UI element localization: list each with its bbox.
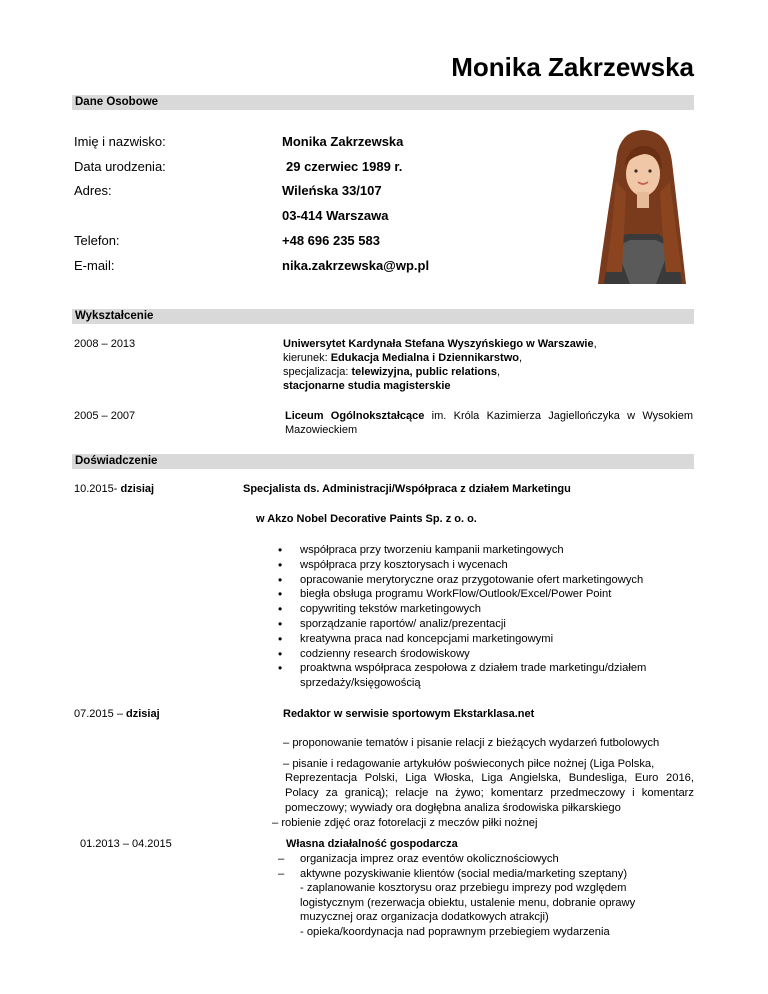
birth-label: Data urodzenia: [74,159,166,174]
list-item: • proaktwna współpraca zespołowa z działem trade marketingu/działem sprzedaży/księgowością [278,661,698,691]
job2-line3: – robienie zdjęć oraz fotorelacji z meczów piłki nożnej [272,817,538,829]
cv-name: Monika Zakrzewska [451,52,694,82]
email-value: nika.zakrzewska@wp.pl [282,258,430,273]
list-item: – aktywne pozyskiwanie klientów (social media/marketing szeptany) [278,867,698,882]
section-title: Dane Osobowe [75,96,159,108]
profile-photo [586,122,696,284]
edu1-spec-label: specjalizacja: [283,366,352,378]
name-value: Monika Zakrzewska [282,134,404,149]
job2-paragraph: Reprezentacja Polski, Liga Włoska, Liga Angielska, Bundesliga, Euro 2016, Polacy za granicą); relacje na żywo; komentarz przedmeczowy i komentarz pomeczowy; wywiady ora dogłębna analiza środowiska piłkarskiego [285,772,694,814]
list-item: • współpraca przy kosztorysach i wycenach [278,558,698,573]
job1-dates [74,482,154,496]
edu1-school: Uniwersytet Kardynała Stefana Wyszyńskiego w Warszawie [283,338,594,350]
list-item: • kreatywna praca nad koncepcjami marketingowymi [278,632,698,647]
job3-dates: 01.2013 – 04.2015 [80,838,172,850]
section-personal-header [72,95,694,110]
job1-duties-list [278,543,698,691]
job2-dates [74,707,160,721]
edu2-dates: 2005 – 2007 [74,410,136,422]
job3-sub1: - zaplanowanie kosztorysu oraz przebiegu imprezy pod względem logistycznym (rezerwacja obiektu, ustalenie menu, dobranie oprawy muzycznej oraz organizacja dodatkowych atrakcji) [300,882,636,924]
list-item: • współpraca przy tworzeniu kampanii marketingowych [278,543,698,558]
address-line2: 03-414 Warszawa [282,208,389,223]
email-label: E-mail: [74,258,115,273]
address-line1: Wileńska 33/107 [282,183,382,198]
name-label: Imię i nazwisko: [74,134,166,149]
list-item: • codzienny research środowiskowy [278,647,698,662]
address-label: Adres: [74,183,112,198]
edu1-details [283,337,703,393]
job1-dates-end: dzisiaj [120,483,155,495]
portrait-image [586,122,696,284]
list-item: • opracowanie merytoryczne oraz przygotowanie ofert marketingowych [278,573,698,588]
edu1-spec-tail: , [496,366,501,378]
edu1-field-tail: , [518,352,523,364]
edu1-mode: stacjonarne studia magisterskie [283,380,451,392]
section-experience-header [72,454,694,469]
edu1-school-tail: , [593,338,597,350]
edu2-details [285,409,693,437]
job1-title: Specjalista ds. Administracji/Współpraca z działem Marketingu [243,483,571,495]
edu1-spec: telewizyjna, public relations [351,366,497,378]
edu2-school: Liceum Ogólnokształcące [285,410,425,422]
job3-list [278,852,698,881]
edu2-school-rest: im. Króla Kazimierza Jagiellończyka w Wysokiem Mazowieckiem [285,410,693,436]
list-item: – organizacja imprez oraz eventów okolicznościowych [278,852,698,867]
phone-label: Telefon: [74,233,120,248]
list-item: • sporządzanie raportów/ analiz/prezentacji [278,617,698,632]
job1-company: w Akzo Nobel Decorative Paints Sp. z o. o. [256,513,477,525]
job1-dates-start: 10.2015- [74,483,121,495]
job2-title: Redaktor w serwisie sportowym Ekstarklasa.net [283,708,535,720]
phone-value: +48 696 235 583 [282,233,380,248]
job2-dates-start: 07.2015 – [74,708,126,720]
edu1-dates: 2008 – 2013 [74,338,136,350]
edu1-field: Edukacja Medialna i Dziennikarstwo [330,352,519,364]
edu1-field-label: kierunek: [283,352,331,364]
job3-sub2: - opieka/koordynacja nad poprawnym przebiegiem wydarzenia [300,926,610,938]
list-item: • copywriting tekstów marketingowych [278,602,698,617]
section-title: Wykształcenie [75,310,154,322]
job2-line2: – pisanie i redagowanie artykułów poświeconych piłce nożnej (Liga Polska, [283,758,655,770]
section-title: Doświadczenie [75,455,158,467]
list-item: • biegła obsługa programu WorkFlow/Outlook/Excel/Power Point [278,587,698,602]
job3-title: Własna działalność gospodarcza [286,838,458,850]
section-education-header [72,309,694,324]
job2-dates-end: dzisiaj [126,708,160,720]
job2-line1: – proponowanie tematów i pisanie relacji z bieżących wydarzeń futbolowych [283,737,660,749]
birth-value: 29 czerwiec 1989 r. [286,159,403,174]
